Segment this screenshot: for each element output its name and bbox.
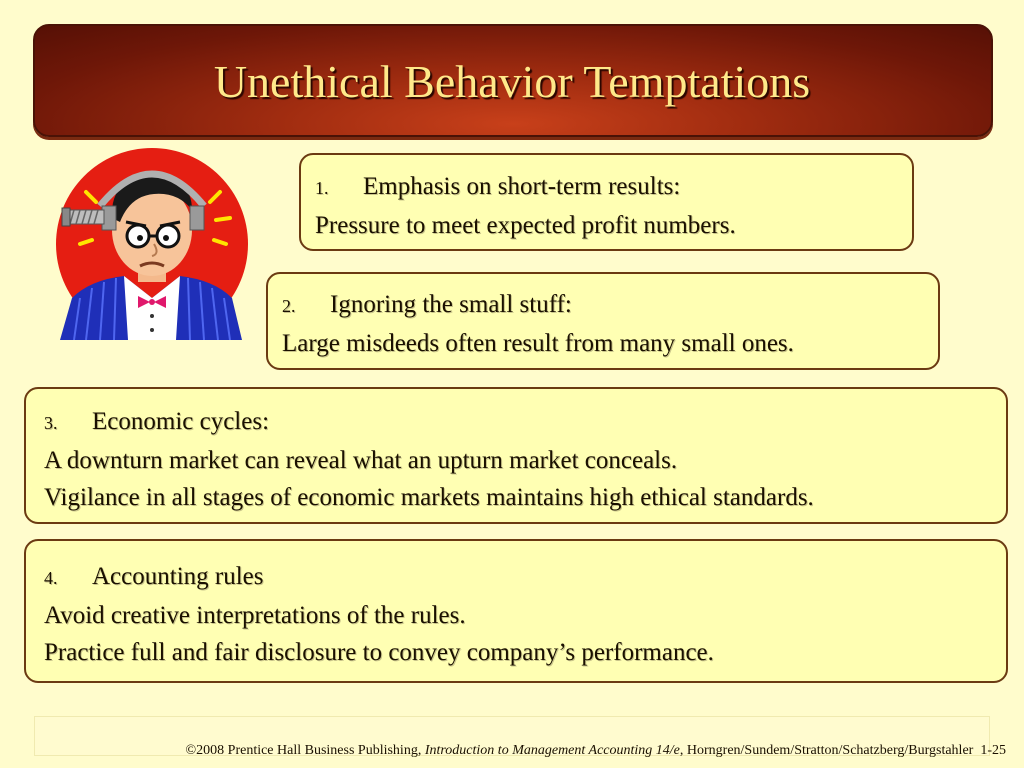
item-number: 4. [44,568,58,588]
stressed-man-vise-clipart [50,148,255,340]
item-heading-text: Emphasis on short-term results: [363,173,681,200]
item-heading-text: Ignoring the small stuff: [330,291,572,318]
item-line: Pressure to meet expected profit numbers. [315,212,736,239]
item-number: 3. [44,413,58,433]
temptation-item-1 [299,153,914,251]
temptation-item-2 [266,272,940,370]
temptation-item-3 [24,387,1008,524]
item-heading [315,168,898,207]
item-line: Avoid creative interpretations of the rules. [44,602,466,629]
item-heading [282,286,924,325]
footer-book-title: Introduction to Management Accounting 14/e [424,743,680,758]
item-heading [44,558,992,597]
item-number: 1. [315,178,329,198]
item-heading-text: Accounting rules [92,563,264,590]
slide-title: Unethical Behavior Temptations [213,56,811,107]
item-heading-text: Economic cycles: [92,408,270,435]
item-number: 2. [282,296,296,316]
footer-authors: , Horngren/Sundem/Stratton/Schatzberg/Burgstahler [679,743,974,758]
page-number: 1-25 [980,743,1006,758]
footer-citation [0,742,1006,760]
temptation-item-4 [24,539,1008,683]
item-line: Large misdeeds often result from many small ones. [282,330,794,357]
item-line: A downturn market can reveal what an upturn market conceals. [44,447,678,474]
item-line: Practice full and fair disclosure to convey company’s performance. [44,639,714,666]
item-line: Vigilance in all stages of economic markets maintains high ethical standards. [44,484,814,511]
item-heading [44,403,992,442]
footer-copyright: ©2008 Prentice Hall Business Publishing, [185,743,425,758]
